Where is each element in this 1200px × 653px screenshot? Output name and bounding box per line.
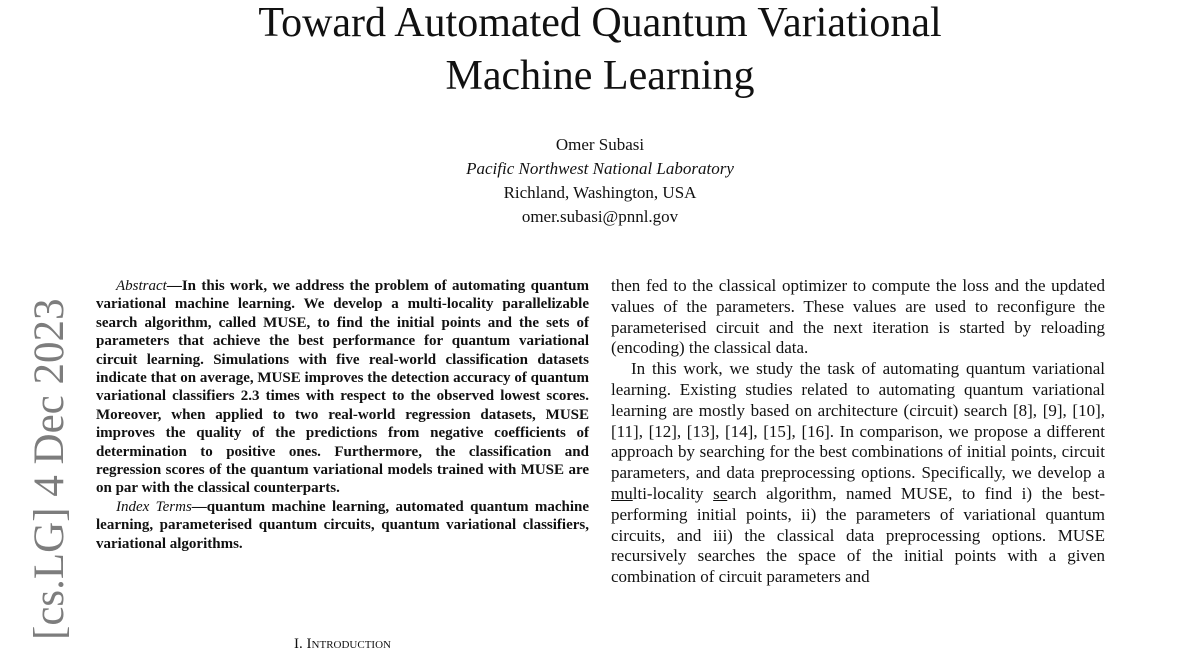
title-line-1: Toward Automated Quantum Variational bbox=[258, 0, 942, 46]
paragraph-2-ti: ti-locality bbox=[637, 483, 714, 503]
paragraph-2-start: In this work, we study the task of automating quantum variational learning. Existing studies related to automating quantum variational learning are mostly based on architecture (circuit) search [8], [9], [10], [11], [12], [13], [14], [15], [16]. In comparison, we propose a different approach by searching for the best combinations of initial points, circuit parameters, and data preprocessing options. Specifically, we develop a bbox=[611, 359, 1105, 483]
underlined-mu: mu bbox=[611, 483, 633, 503]
paragraph-2-end: arch algorithm, named MUSE, to find i) the best-performing initial points, ii) the parameters of variational quantum circuits, and iii) the classical data preprocessing options. MUSE recursively searches the space of the initial points with a given combination of circuit parameters and bbox=[611, 483, 1105, 587]
index-terms-text: quantum machine learning, automated quantum machine learning, parameterised quantum circuits, quantum variational classifiers, variational algorithms. bbox=[96, 498, 589, 552]
abstract bbox=[96, 277, 589, 498]
left-column bbox=[96, 277, 589, 553]
body-paragraph-1: then fed to the classical optimizer to compute the loss and the updated values of the parameters. These values are used to reconfigure the parameterised circuit and the next iteration is started by reloading (encoding) the classical data. bbox=[611, 276, 1105, 358]
abstract-text: In this work, we address the problem of automating quantum variational machine learning. We develop a multi-locality parallelizable search algorithm, called MUSE, to find the initial points and the sets of parameters that achieve the best performance for quantum variational circuit learning. Simulations with five real-world classification datasets indicate that on average, MUSE improves the detection accuracy of quantum variational classifiers 2.3 times with respect to the observed lowest scores. Moreover, when applied to two real-world regression datasets, MUSE improves the quality of the predictions from negative coefficients of determination to positive ones. Furthermore, the classification and regression scores of the quantum variational models trained with MUSE are on par with the classical counterparts. bbox=[96, 278, 589, 497]
author-name: Omer Subasi bbox=[555, 135, 645, 154]
author-affiliation: Pacific Northwest National Laboratory bbox=[466, 159, 734, 178]
section-heading bbox=[96, 636, 589, 653]
body-paragraph-2 bbox=[611, 359, 1105, 588]
paragraph-2-l: l bbox=[632, 483, 638, 503]
paper-title bbox=[150, 0, 1050, 103]
author-email[interactable]: omer.subasi@pnnl.gov bbox=[521, 207, 679, 226]
underlined-se: se bbox=[713, 483, 728, 503]
index-terms bbox=[96, 498, 589, 553]
section-number: I. bbox=[294, 636, 303, 652]
author-location: Richland, Washington, USA bbox=[503, 183, 697, 202]
abstract-label: Abstract bbox=[116, 278, 167, 294]
index-terms-label: Index Terms bbox=[116, 498, 192, 515]
title-line-2: Machine Learning bbox=[445, 53, 755, 99]
abstract-dash: — bbox=[166, 278, 182, 294]
author-block bbox=[300, 133, 900, 229]
right-column bbox=[611, 276, 1105, 588]
arxiv-stamp: [cs.LG] 4 Dec 2023 bbox=[26, 298, 73, 640]
index-terms-dash: — bbox=[191, 498, 207, 515]
section-title: Introduction bbox=[306, 636, 391, 652]
